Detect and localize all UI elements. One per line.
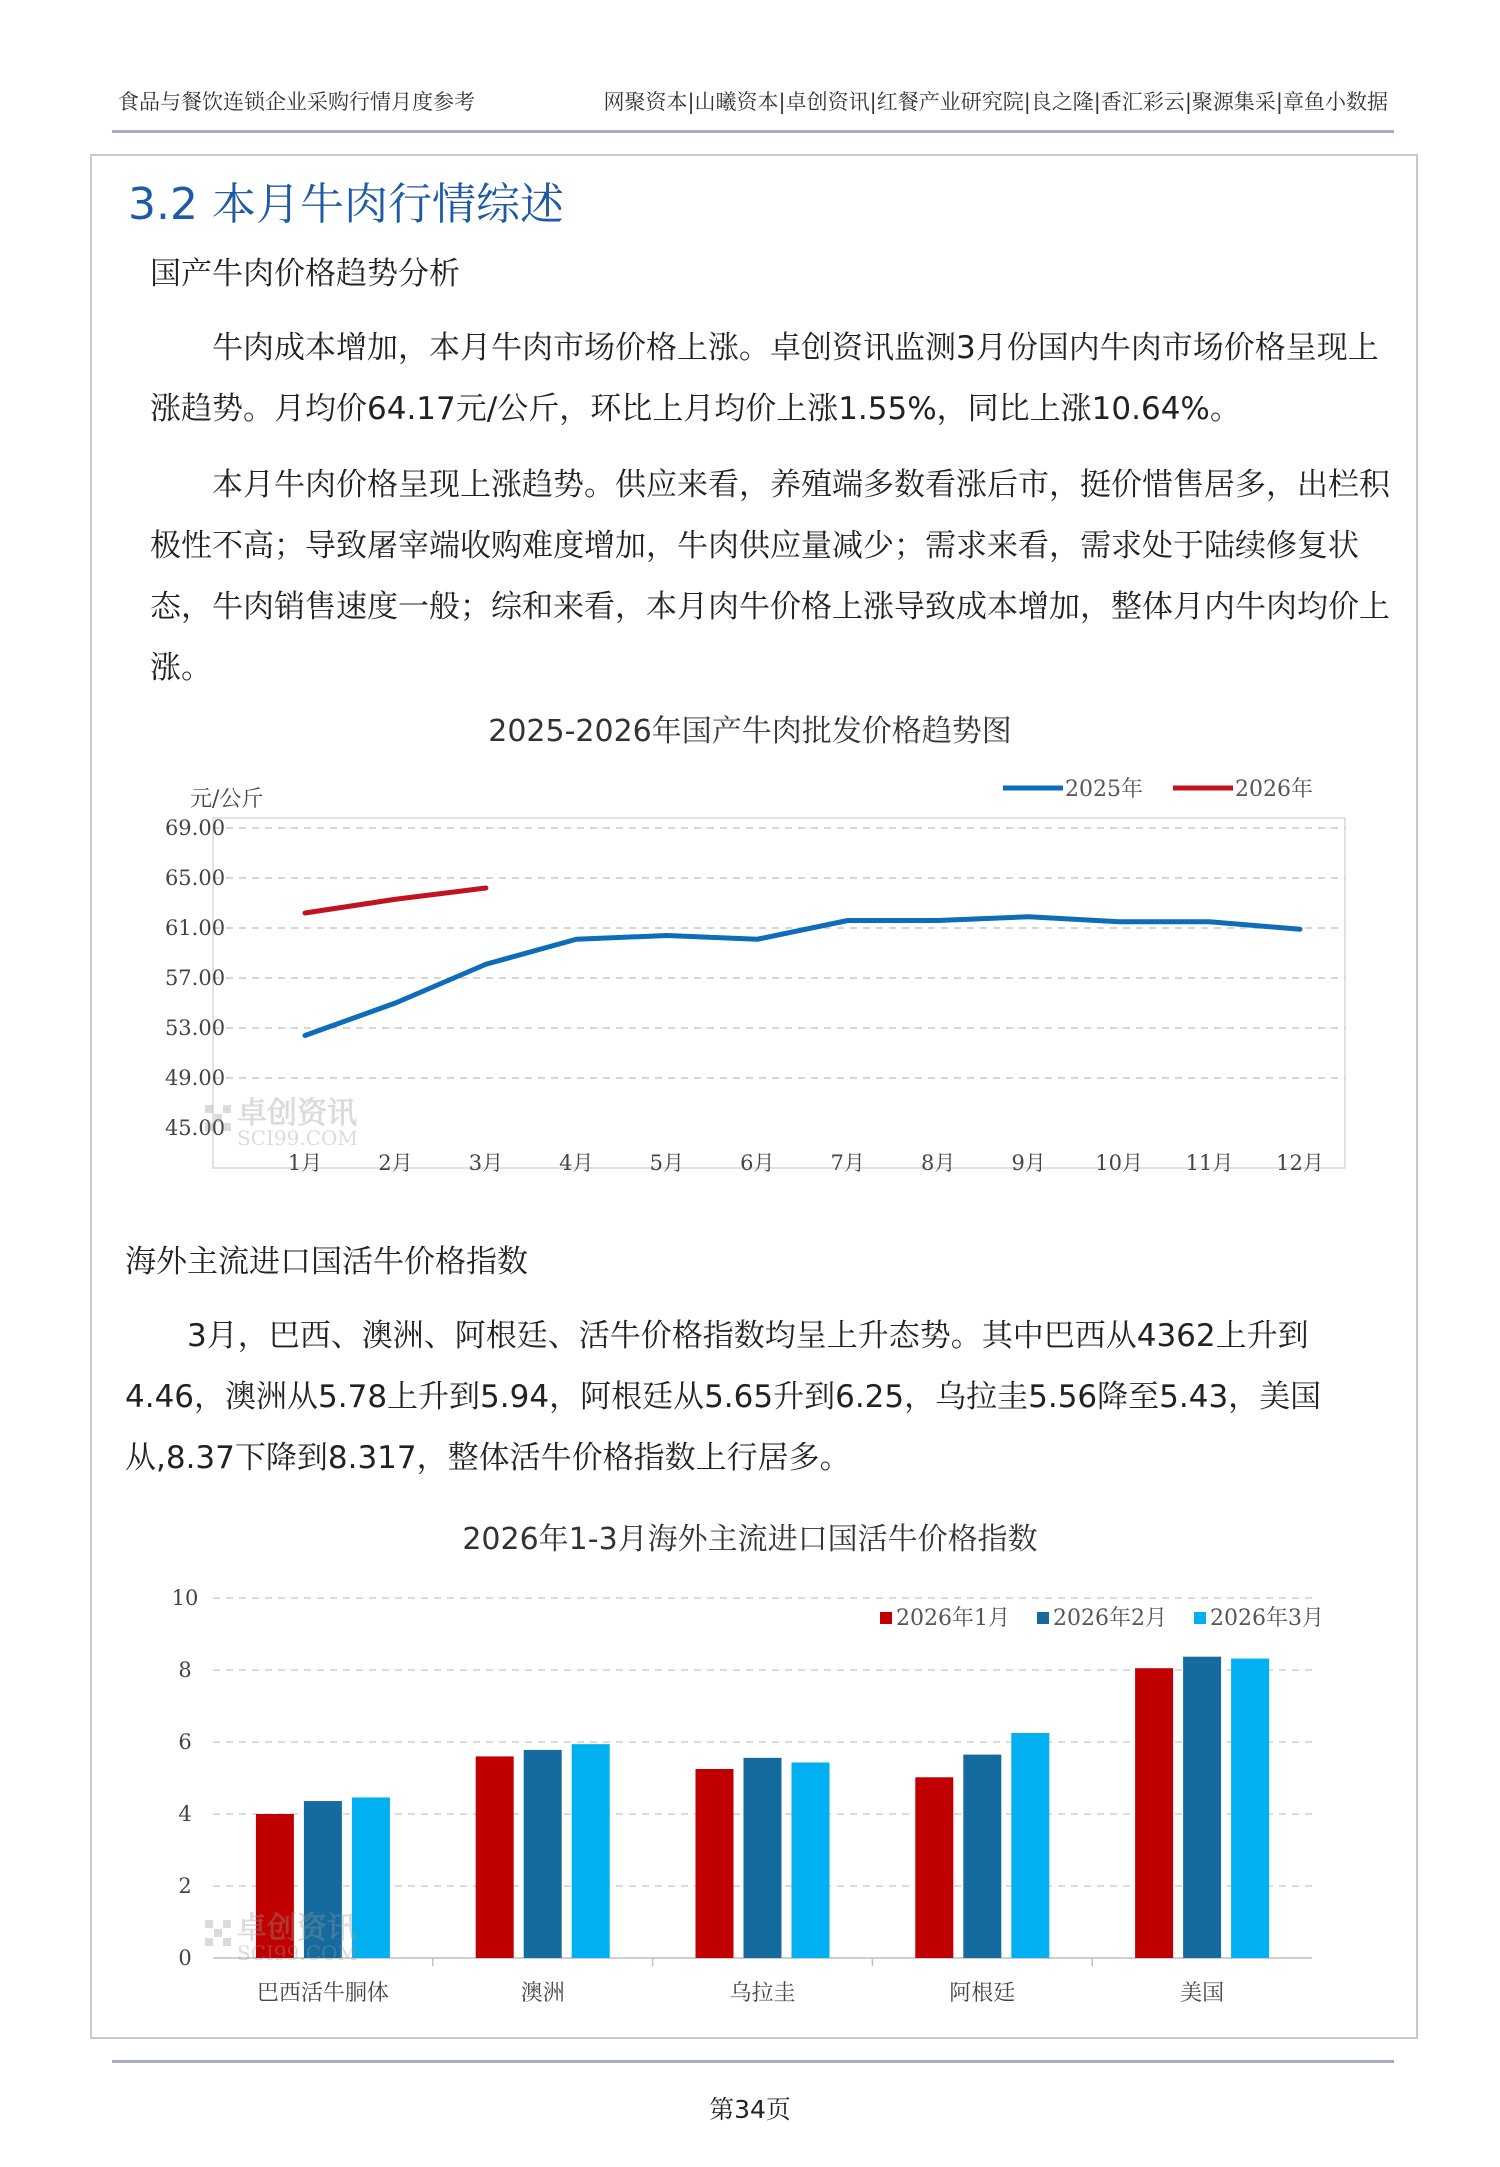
header-divider — [112, 130, 1394, 133]
watermark-square — [223, 1920, 231, 1928]
y-tick-label: 49.00 — [164, 1066, 226, 1090]
bar-chart — [0, 1560, 1500, 2040]
watermark-square — [223, 1938, 231, 1946]
y-tick-label: 69.00 — [164, 816, 226, 840]
bar — [915, 1777, 953, 1958]
x-tick-label: 6月 — [740, 1151, 775, 1175]
header-title: 食品与餐饮连锁企业采购行情月度参考 — [118, 90, 475, 114]
watermark-logo — [205, 1911, 358, 1965]
bar — [1011, 1733, 1049, 1958]
y-tick-label: 6 — [178, 1730, 192, 1754]
bar — [963, 1755, 1001, 1958]
x-tick-label: 美国 — [1180, 1981, 1225, 2006]
legend-label: 2025年 — [1065, 777, 1143, 802]
watermark-site: SCI99.COM — [237, 1126, 358, 1150]
bar — [352, 1797, 390, 1958]
bar — [696, 1769, 734, 1958]
page-number: 第34页 — [709, 2095, 791, 2124]
plot-frame — [213, 818, 1345, 1168]
bar — [744, 1758, 782, 1958]
x-tick-label: 11月 — [1185, 1151, 1234, 1175]
subtitle-overseas: 海外主流进口国活牛价格指数 — [125, 1244, 528, 1280]
y-tick-label: 57.00 — [164, 966, 226, 990]
y-tick-label: 61.00 — [164, 916, 226, 940]
legend-swatch — [1194, 1612, 1206, 1624]
y-tick-label: 10 — [171, 1586, 199, 1610]
line-chart-title: 2025-2026年国产牛肉批发价格趋势图 — [488, 714, 1012, 749]
watermark-name: 卓创资讯 — [237, 1096, 357, 1131]
legend-label: 2026年1月 — [896, 1606, 1010, 1631]
legend-label: 2026年2月 — [1053, 1606, 1167, 1631]
watermark-square — [205, 1123, 213, 1131]
x-tick-label: 5月 — [649, 1151, 685, 1175]
series-line — [305, 917, 1300, 1036]
x-tick-label: 3月 — [468, 1151, 504, 1175]
paragraph-2: 本月牛肉价格呈现上涨趋势。供应来看，养殖端多数看涨后市，挺价惜售居多，出栏积极性不高；导致屠宰端收购难度增加，牛肉供应量减少；需求来看，需求处于陆续修复状态，牛肉销售速度一般；综和来看，本月肉牛价格上涨导致成本增加，整体月内牛肉均价上涨。 — [150, 467, 1390, 686]
x-tick-label: 澳洲 — [520, 1981, 565, 2006]
legend-label: 2026年 — [1235, 777, 1313, 802]
x-tick-label: 9月 — [1011, 1151, 1046, 1175]
x-tick-label: 阿根廷 — [949, 1981, 1016, 2006]
y-tick-label: 4 — [178, 1802, 192, 1826]
x-tick-label: 8月 — [920, 1151, 956, 1175]
line-chart — [0, 760, 1500, 1240]
legend-label: 2026年3月 — [1210, 1606, 1324, 1631]
x-tick-label: 10月 — [1095, 1151, 1143, 1175]
x-tick-label: 7月 — [830, 1151, 865, 1175]
bar — [524, 1750, 562, 1958]
watermark-square — [223, 1105, 231, 1113]
watermark-square — [223, 1123, 231, 1131]
bar — [1231, 1659, 1269, 1958]
paragraph-1: 牛肉成本增加，本月牛肉市场价格上涨。卓创资讯监测3月份国内牛肉市场价格呈现上涨趋势。月均价64.17元/公斤，环比上月均价上涨1.55%，同比上涨10.64%。 — [150, 330, 1379, 427]
watermark-name: 卓创资讯 — [237, 1911, 357, 1946]
y-tick-label: 65.00 — [164, 866, 226, 890]
y-tick-label: 53.00 — [164, 1016, 226, 1040]
x-tick-label: 巴西活牛胴体 — [256, 1981, 389, 2006]
series-line — [305, 888, 486, 913]
bar-chart-title: 2026年1-3月海外主流进口国活牛价格指数 — [462, 1522, 1038, 1557]
x-tick-label: 1月 — [287, 1151, 323, 1175]
watermark-logo — [205, 1096, 358, 1150]
bar — [476, 1756, 514, 1958]
bar — [572, 1744, 610, 1958]
watermark-site: SCI99.COM — [237, 1941, 358, 1965]
bar — [1183, 1657, 1221, 1958]
x-tick-label: 2月 — [378, 1151, 413, 1175]
x-tick-label: 乌拉圭 — [729, 1981, 796, 2006]
watermark-square — [214, 1929, 222, 1937]
paragraph-3: 3月，巴西、澳洲、阿根廷、活牛价格指数均呈上升态势。其中巴西从4362上升到4.46，澳洲从5.78上升到5.94，阿根廷从5.65升到6.25，乌拉圭5.56降至5.43，美国从,8.37下降到8.317，整体活牛价格指数上行居多。 — [125, 1318, 1322, 1476]
footer-divider — [112, 2060, 1394, 2063]
watermark-square — [205, 1105, 213, 1113]
bar — [792, 1763, 830, 1958]
header-sources: 网聚资本|山曦资本|卓创资讯|红餐产业研究院|良之隆|香汇彩云|聚源集采|章鱼小数据 — [603, 90, 1388, 114]
y-axis-label: 元/公斤 — [190, 787, 264, 812]
legend-swatch — [1037, 1612, 1049, 1624]
x-tick-label: 12月 — [1276, 1151, 1324, 1175]
y-tick-label: 2 — [178, 1874, 192, 1898]
bar — [1135, 1668, 1173, 1958]
x-tick-label: 4月 — [559, 1151, 594, 1175]
subtitle-domestic: 国产牛肉价格趋势分析 — [150, 256, 460, 292]
legend-swatch — [880, 1612, 892, 1624]
y-tick-label: 0 — [178, 1946, 192, 1970]
watermark-square — [214, 1114, 222, 1122]
y-tick-label: 8 — [178, 1658, 192, 1682]
section-title: 3.2 本月牛肉行情综述 — [128, 179, 564, 230]
watermark-square — [205, 1938, 213, 1946]
watermark-square — [205, 1920, 213, 1928]
y-tick-label: 45.00 — [164, 1116, 226, 1140]
